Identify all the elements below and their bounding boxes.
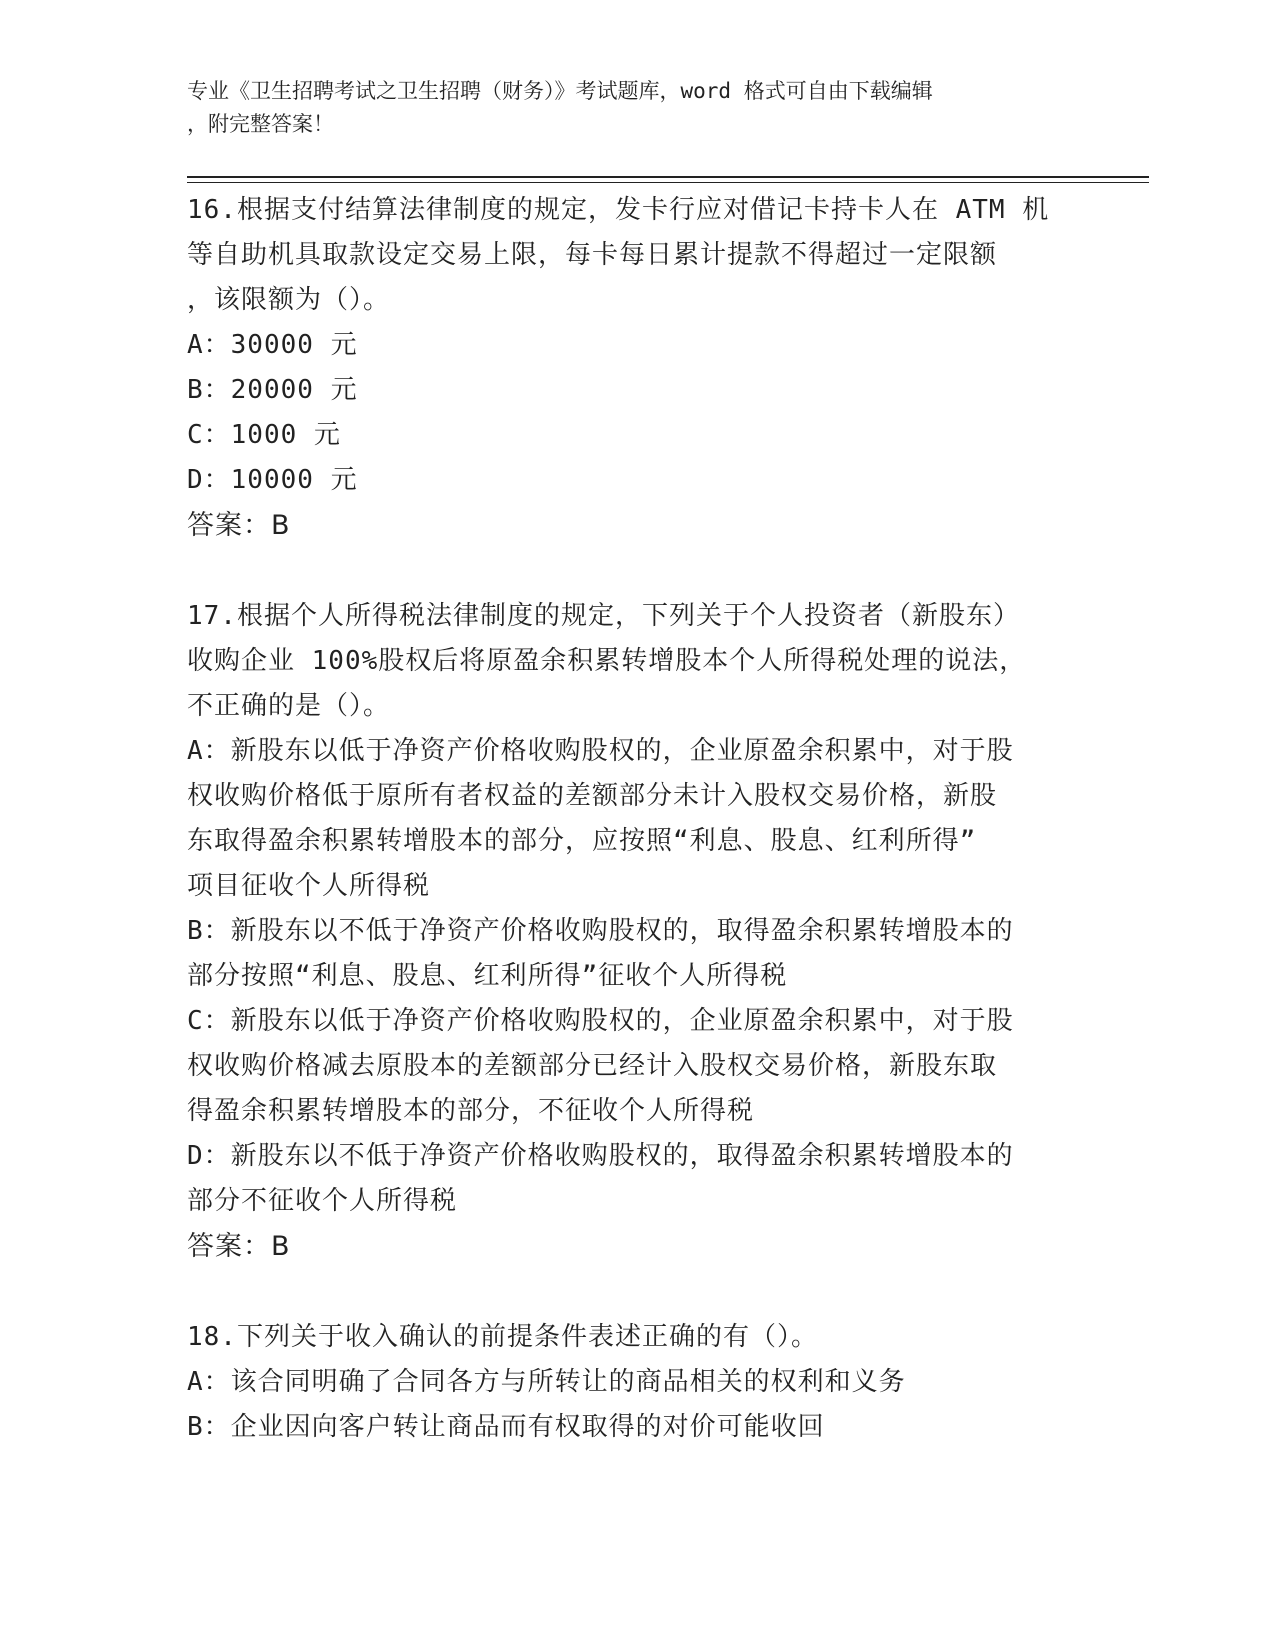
option-line: B：20000 元	[187, 375, 358, 405]
question-stem-line: 18.下列关于收入确认的前提条件表述正确的有（）。	[187, 1322, 818, 1352]
question-stem-line: 16.根据支付结算法律制度的规定，发卡行应对借记卡持卡人在 ATM 机	[187, 195, 1050, 225]
option-line: 项目征收个人所得税	[187, 871, 431, 901]
option-line: C：1000 元	[187, 420, 341, 450]
page-header	[187, 75, 1067, 141]
option-line: 部分不征收个人所得税	[187, 1186, 458, 1216]
question-gap	[187, 548, 1087, 594]
option-line: A：30000 元	[187, 330, 358, 360]
option-line: D：10000 元	[187, 465, 358, 495]
header-line-2: ，附完整答案！	[187, 112, 334, 136]
option-line: D：新股东以不低于净资产价格收购股权的，取得盈余积累转增股本的	[187, 1141, 1014, 1171]
question-list	[187, 188, 1087, 1450]
answer-line: 答案：B	[187, 1231, 291, 1262]
header-divider-thick	[187, 176, 1149, 178]
header-line-1: 专业《卫生招聘考试之卫生招聘（财务）》考试题库，word 格式可自由下载编辑	[187, 79, 933, 103]
option-line: B：企业因向客户转让商品而有权取得的对价可能收回	[187, 1412, 825, 1442]
header-divider-thin	[187, 182, 1149, 183]
answer-line: 答案：B	[187, 510, 291, 541]
question-stem-line: 17.根据个人所得税法律制度的规定，下列关于个人投资者（新股东）	[187, 601, 1020, 631]
question-stem-line: 收购企业 100%股权后将原盈余积累转增股本个人所得税处理的说法，	[187, 646, 1027, 676]
question-stem-line: 不正确的是（）。	[187, 691, 391, 721]
question-gap	[187, 1269, 1087, 1315]
question-block	[187, 188, 1087, 548]
question-stem-line: 等自助机具取款设定交易上限，每卡每日累计提款不得超过一定限额	[187, 240, 998, 270]
option-line: 东取得盈余积累转增股本的部分，应按照“利息、股息、红利所得”	[187, 826, 977, 856]
question-block	[187, 594, 1087, 1269]
option-line: A：该合同明确了合同各方与所转让的商品相关的权利和义务	[187, 1367, 906, 1397]
question-block	[187, 1315, 1087, 1450]
option-line: 得盈余积累转增股本的部分，不征收个人所得税	[187, 1096, 755, 1126]
question-stem-line: ，该限额为（）。	[187, 285, 391, 315]
option-line: B：新股东以不低于净资产价格收购股权的，取得盈余积累转增股本的	[187, 916, 1014, 946]
option-line: A：新股东以低于净资产价格收购股权的，企业原盈余积累中，对于股	[187, 736, 1014, 766]
option-line: 权收购价格低于原所有者权益的差额部分未计入股权交易价格，新股	[187, 781, 998, 811]
option-line: 部分按照“利息、股息、红利所得”征收个人所得税	[187, 961, 788, 991]
option-line: 权收购价格减去原股本的差额部分已经计入股权交易价格，新股东取	[187, 1051, 998, 1081]
option-line: C：新股东以低于净资产价格收购股权的，企业原盈余积累中，对于股	[187, 1006, 1014, 1036]
